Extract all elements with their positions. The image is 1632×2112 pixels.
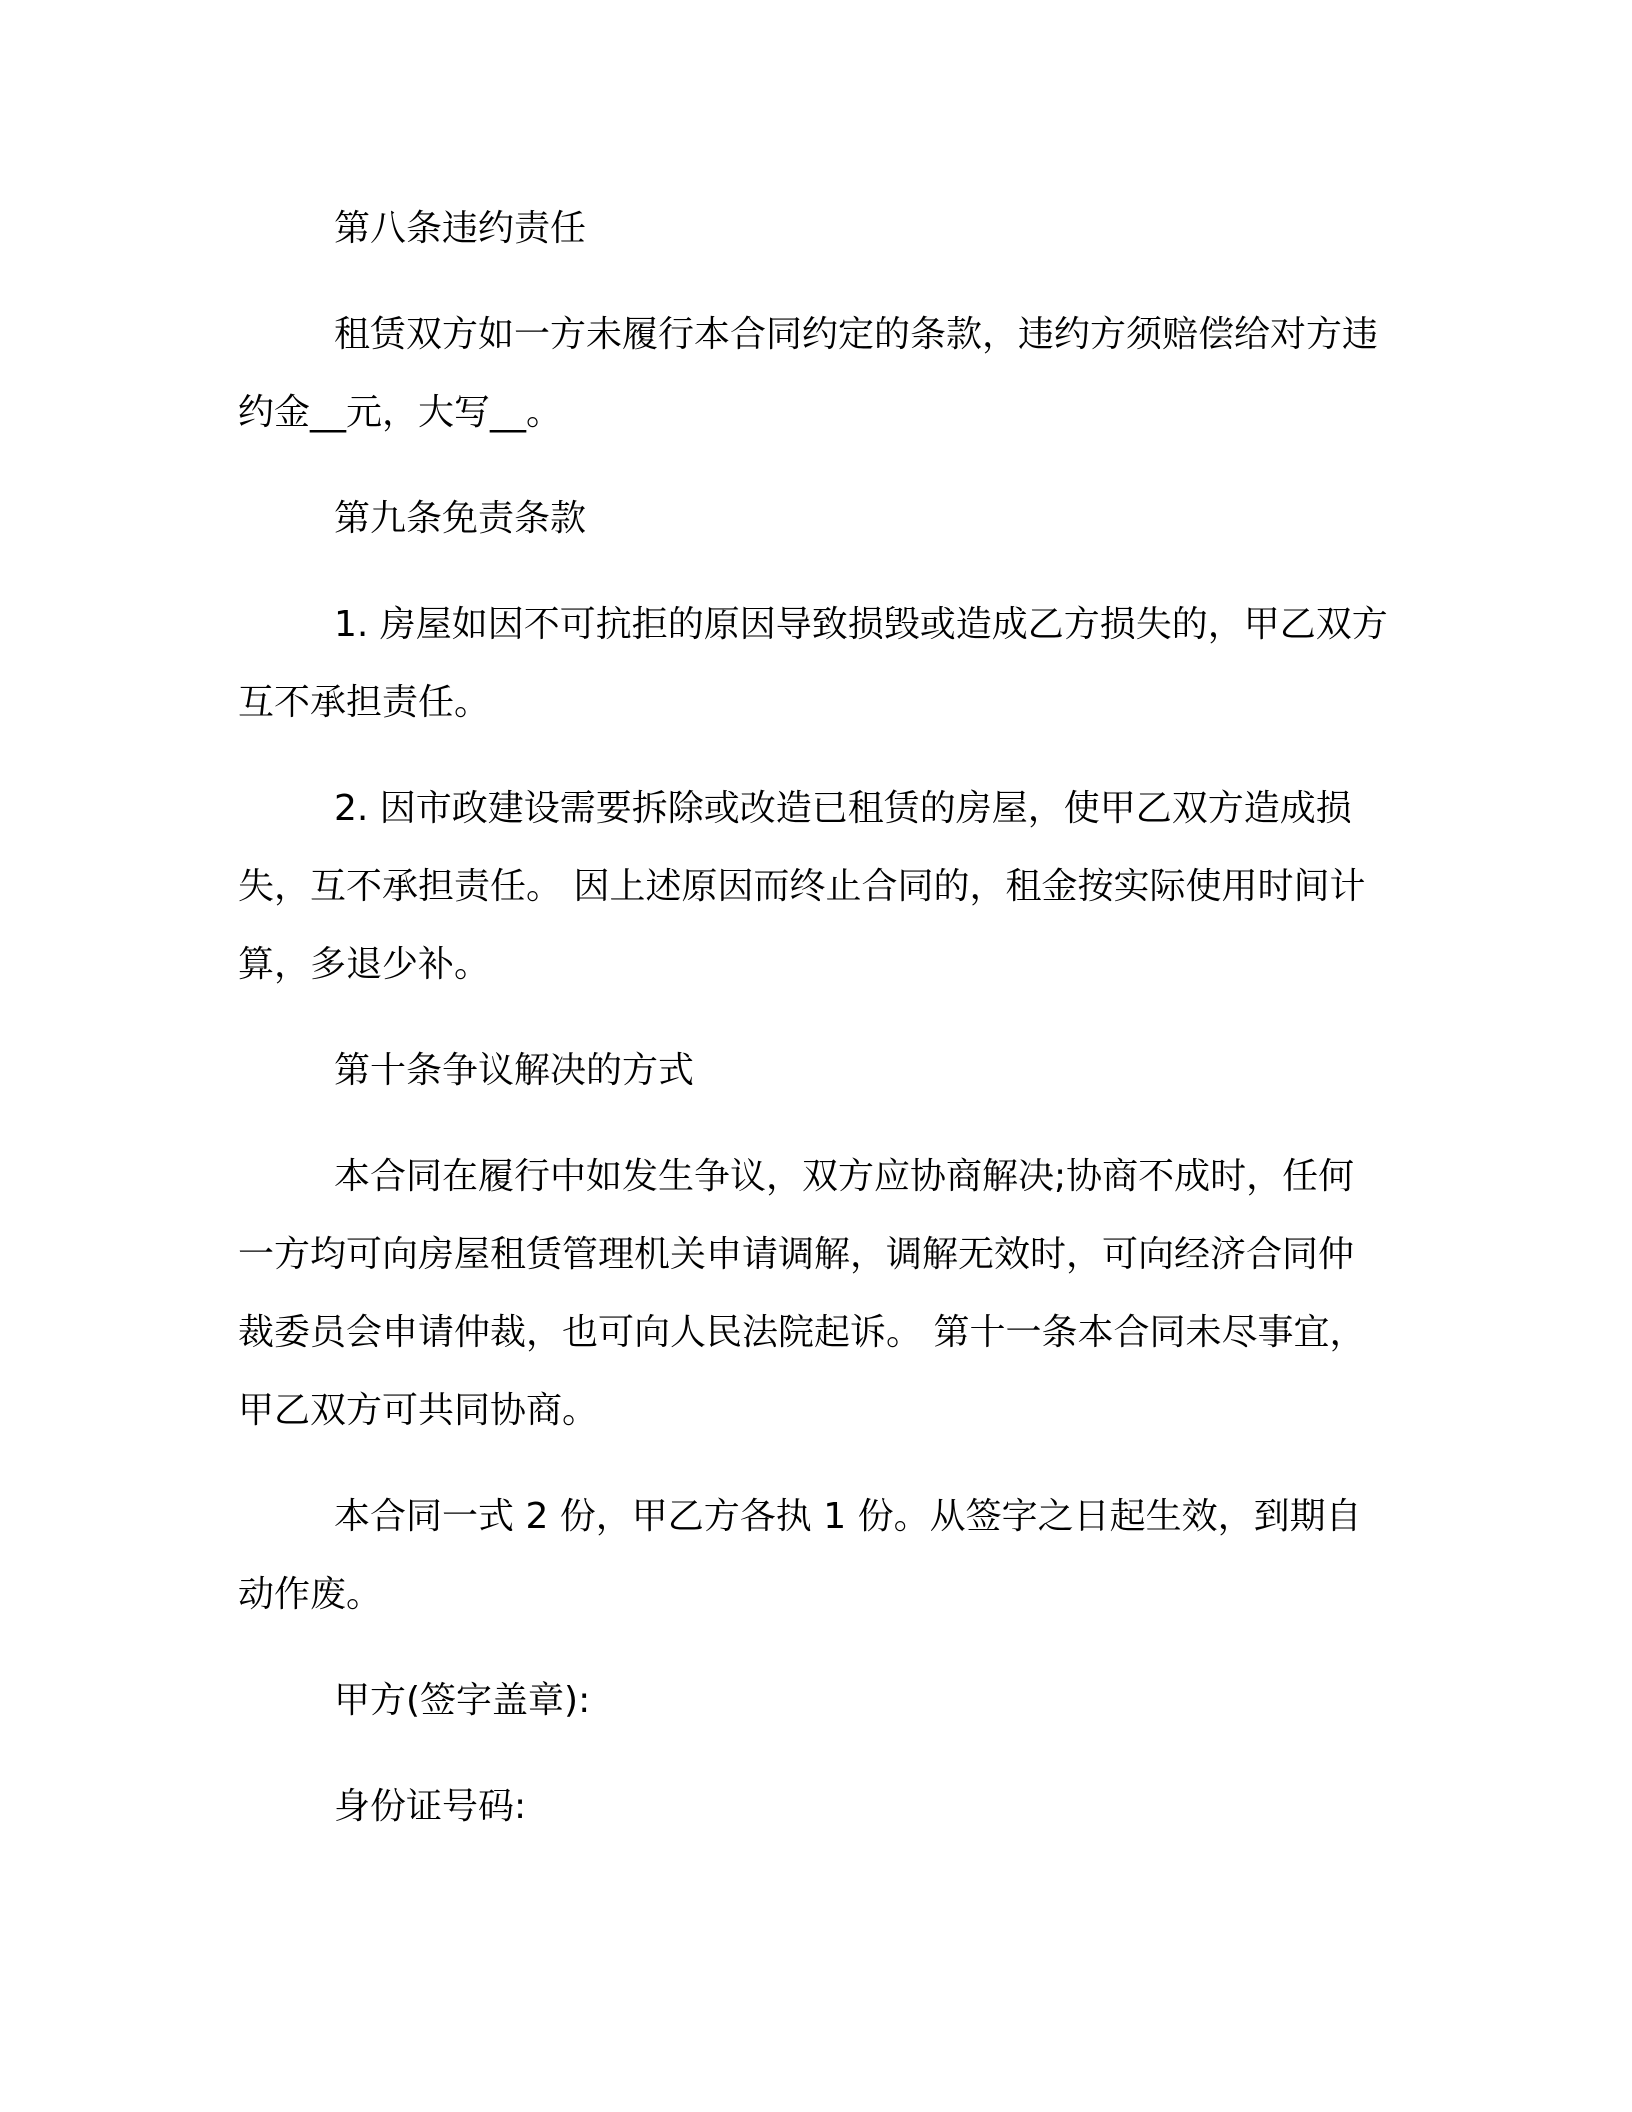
- article-10-heading: 第十条争议解决的方式: [334, 1050, 695, 1091]
- article-8-heading: 第八条违约责任: [334, 208, 587, 249]
- article-9-heading: 第九条免责条款: [334, 498, 587, 539]
- article-10-text: 本合同在履行中如发生争议，双方应协商解决;协商不成时，任何一方均可向房屋租赁管理机关申请调解，调解无效时，可向经济合同仲裁委员会申请仲裁，也可向人民法院起诉。 第十一条本合同未尽事宜，甲乙双方可共同协商。: [238, 1156, 1366, 1431]
- document-body: [238, 190, 1388, 1846]
- id-number-label: 身份证号码:: [334, 1786, 527, 1827]
- article-9-item-1: 1. 房屋如因不可抗拒的原因导致损毁或造成乙方损失的，甲乙双方互不承担责任。: [238, 604, 1388, 723]
- copies-clause: 本合同一式 2 份，甲乙方各执 1 份。从签字之日起生效，到期自动作废。: [238, 1496, 1362, 1615]
- party-a-signature-label: 甲方(签字盖章):: [334, 1680, 591, 1721]
- article-9-item-2: 2. 因市政建设需要拆除或改造已租赁的房屋，使甲乙双方造成损失，互不承担责任。 因上述原因而终止合同的，租金按实际使用时间计算，多退少补。: [238, 788, 1366, 985]
- article-8-text: 租赁双方如一方未履行本合同约定的条款，违约方须赔偿给对方违约金__元，大写__。: [238, 314, 1379, 433]
